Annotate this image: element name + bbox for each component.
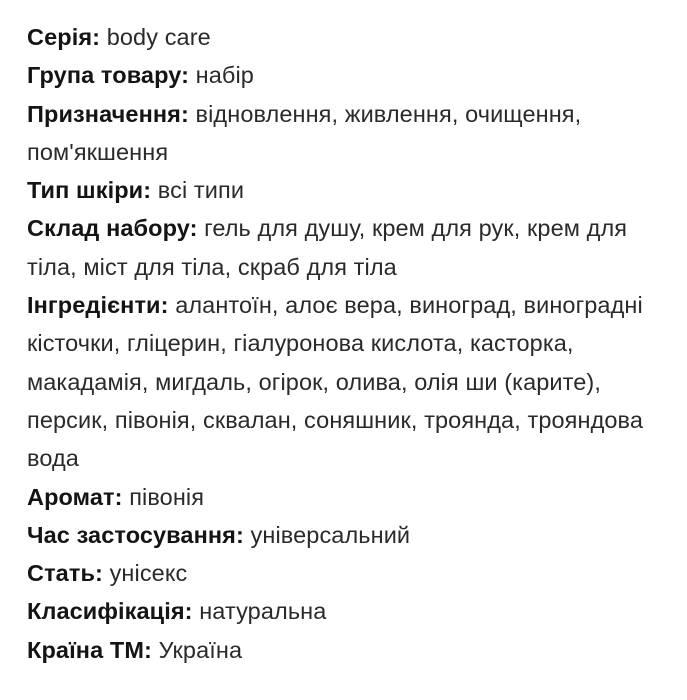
spec-value: набір bbox=[195, 62, 254, 89]
spec-row-usage-time bbox=[27, 516, 677, 554]
spec-value: гель для душу, крем для рук, крем для тіла, міст для тіла, скраб для тіла bbox=[27, 215, 628, 280]
spec-value: півонія bbox=[129, 483, 205, 510]
spec-row-set-contents bbox=[27, 209, 677, 286]
spec-value: body care bbox=[106, 24, 211, 50]
spec-label: Інгредієнти: bbox=[27, 292, 169, 319]
spec-label: Склад набору: bbox=[27, 215, 198, 242]
spec-label: Країна ТМ: bbox=[27, 636, 152, 663]
spec-label: Призначення: bbox=[27, 100, 189, 127]
spec-value: Україна bbox=[158, 636, 243, 663]
spec-label: Класифікація: bbox=[27, 598, 193, 625]
spec-value: алантоїн, алоє вера, виноград, виноградні кісточки, гліцерин, гіалуронова кислота, касторка, макадамія, мигдаль, огірок, олива, олія ши (карите), персик, півонія, сквалан, соняшник, троянда, трояндова вода bbox=[27, 292, 644, 472]
product-spec-list bbox=[27, 18, 677, 669]
spec-row-purpose bbox=[27, 95, 677, 172]
spec-row-gender bbox=[27, 554, 677, 592]
spec-value: універсальний bbox=[250, 521, 411, 548]
spec-row-skin-type bbox=[27, 171, 677, 209]
spec-value: натуральна bbox=[199, 598, 327, 625]
spec-value: всі типи bbox=[157, 177, 245, 204]
spec-value: відновлення, живлення, очищення, пом'якшення bbox=[27, 100, 582, 165]
spec-label: Група товару: bbox=[27, 62, 190, 89]
spec-label: Аромат: bbox=[27, 483, 123, 510]
spec-row-classification bbox=[27, 592, 677, 630]
spec-label: Тип шкіри: bbox=[27, 177, 152, 204]
spec-row-ingredients bbox=[27, 286, 677, 477]
spec-row-series bbox=[27, 18, 677, 56]
spec-label: Стать: bbox=[27, 560, 103, 587]
spec-row-product-group bbox=[27, 56, 677, 94]
spec-label: Час застосування: bbox=[27, 521, 244, 548]
spec-row-aroma bbox=[27, 478, 677, 516]
spec-row-brand-country bbox=[27, 631, 677, 669]
spec-value: унісекс bbox=[109, 560, 188, 587]
spec-label: Серія: bbox=[27, 24, 101, 50]
